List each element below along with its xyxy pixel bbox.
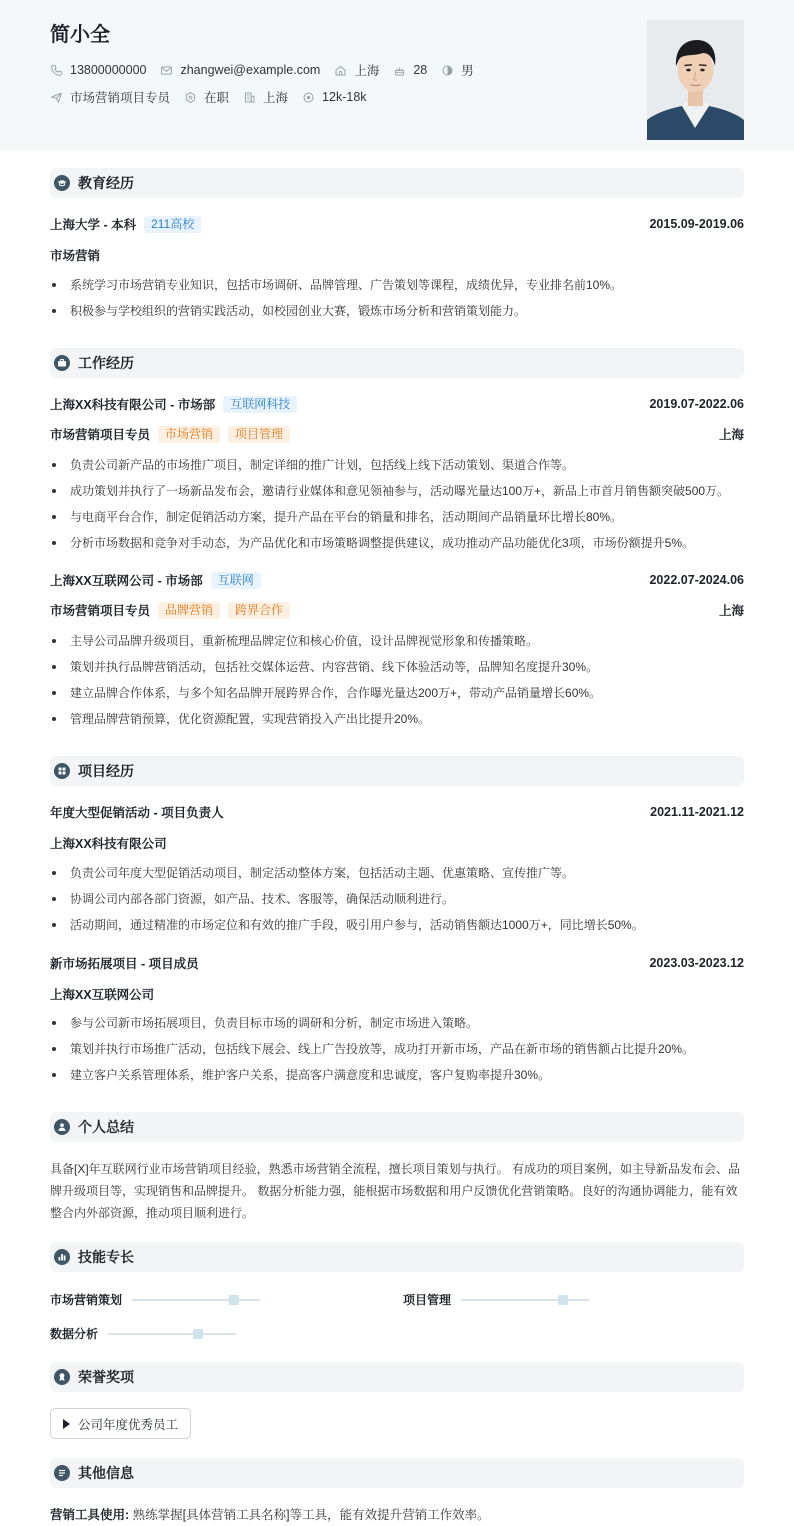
list-item: 分析市场数据和竞争对手动态，为产品优化和市场策略调整提供建议，成功推动产品功能优化3项，市场份额提升5%。 <box>50 534 744 560</box>
target-city-item <box>243 88 288 106</box>
section-work <box>50 348 744 378</box>
list-item: 协调公司内部各部门资源，如产品、技术、客服等，确保活动顺利进行。 <box>50 890 744 916</box>
list-item: 策划并执行市场推广活动，包括线下展会、线上广告投放等，成功打开新市场，产品在新市场的销售额占比提升20%。 <box>50 1040 744 1066</box>
skill-item <box>403 1291 589 1308</box>
list-item: 参与公司新市场拓展项目，负责目标市场的调研和分析，制定市场进入策略。 <box>50 1014 744 1040</box>
skill-level-knob <box>229 1295 239 1305</box>
briefcase-icon <box>54 355 70 371</box>
section-title: 项目经历 <box>78 763 134 779</box>
project-period: 2021.11-2021.12 <box>650 805 744 819</box>
gender-icon <box>441 64 454 77</box>
age-item <box>393 63 427 77</box>
job-item <box>50 88 170 106</box>
award-label: 公司年度优秀员工 <box>78 1417 179 1432</box>
list-item: 策划并执行品牌营销活动，包括社交媒体运营、内容营销、线下体验活动等，品牌知名度提升30%。 <box>50 658 744 684</box>
job-row <box>50 88 381 106</box>
skill-tag: 市场营销 <box>158 426 220 443</box>
school-tag: 211高校 <box>144 216 201 233</box>
list-item: 活动期间，通过精准的市场定位和有效的推广手段，吸引用户参与，活动销售额达1000万+，同比增长50%。 <box>50 916 744 942</box>
work-bullets-1 <box>50 632 744 736</box>
school-name: 上海大学 - 本科 <box>50 218 137 232</box>
industry-tag: 互联网 <box>211 572 261 589</box>
section-title: 工作经历 <box>78 355 134 371</box>
skill-name: 市场营销策划 <box>50 1293 123 1307</box>
project-title: 年度大型促销活动 - 项目负责人 <box>50 806 224 820</box>
company-name: 上海XX科技有限公司 - 市场部 <box>50 398 216 412</box>
project-bullets-1 <box>50 1014 744 1092</box>
list-item: 管理品牌营销预算，优化资源配置，实现营销投入产出比提升20%。 <box>50 710 744 736</box>
award-toggle[interactable] <box>50 1408 191 1439</box>
work-period: 2019.07-2022.06 <box>649 397 744 411</box>
phone-text: 13800000000 <box>70 63 147 77</box>
section-title: 教育经历 <box>78 175 134 191</box>
skill-level-bar <box>132 1299 260 1301</box>
graduation-cap-icon <box>54 175 70 191</box>
target-city-text: 上海 <box>263 91 289 105</box>
resume-header <box>0 0 794 150</box>
status-text: 在职 <box>204 91 230 105</box>
other-text: 熟练掌握[具体营销工具名称]等工具，能有效提升营销工作效率。 <box>132 1508 490 1522</box>
company-name: 上海XX互联网公司 - 市场部 <box>50 574 203 588</box>
skill-item <box>50 1325 236 1342</box>
list-item: 建立客户关系管理体系，维护客户关系，提高客户满意度和忠诚度，客户复购率提升30%。 <box>50 1066 744 1092</box>
project-header-0 <box>50 803 744 821</box>
city-text: 上海 <box>354 64 380 78</box>
work-role-row-1 <box>50 601 744 619</box>
grid-icon <box>54 763 70 779</box>
project-period: 2023.03-2023.12 <box>649 956 744 970</box>
candidate-name: 简小全 <box>50 24 110 46</box>
project-company-row-0 <box>50 834 744 852</box>
skill-tag: 品牌营销 <box>158 602 220 619</box>
education-major-row <box>50 246 744 264</box>
status-icon <box>184 91 197 104</box>
section-education <box>50 168 744 198</box>
status-item <box>184 88 229 106</box>
project-company: 上海XX互联网公司 <box>50 988 155 1002</box>
section-title: 其他信息 <box>78 1465 134 1481</box>
award-icon <box>54 1369 70 1385</box>
contact-row <box>50 61 488 79</box>
major: 市场营销 <box>50 249 101 263</box>
list-item: 与电商平台合作，制定促销活动方案，提升产品在平台的销量和排名，活动期间产品销量环比增长80%。 <box>50 508 744 534</box>
bar-chart-icon <box>54 1249 70 1265</box>
skill-item <box>50 1291 260 1308</box>
salary-text: 12k-18k <box>322 90 367 104</box>
role-name: 市场营销项目专员 <box>50 428 151 442</box>
work-header-0 <box>50 395 744 413</box>
work-header-1 <box>50 571 744 589</box>
section-summary <box>50 1112 744 1142</box>
project-company: 上海XX科技有限公司 <box>50 837 167 851</box>
gender-text: 男 <box>461 64 474 78</box>
summary-text: 具备[X]年互联网行业市场营销项目经验，熟悉市场营销全流程，擅长项目策划与执行。 有成功的项目案例，如主导新品发布会、品牌升级项目等，实现销售和品牌提升。 数据分析能力强，能根据市场数据和用户反馈优化营销策略。良好的沟通协调能力，能有效整合内外部资源，推动项目顺利进行。 <box>50 1162 741 1220</box>
work-location: 上海 <box>718 604 744 618</box>
building-icon <box>243 91 256 104</box>
project-bullets-0 <box>50 864 744 942</box>
project-header-1 <box>50 954 744 972</box>
profile-photo <box>647 20 744 140</box>
play-triangle-icon <box>63 1419 70 1429</box>
education-header <box>50 215 744 233</box>
section-title: 荣誉奖项 <box>78 1369 134 1385</box>
project-company-row-1 <box>50 985 744 1003</box>
more-icon <box>54 1465 70 1481</box>
work-period: 2022.07-2024.06 <box>649 573 744 587</box>
skill-level-bar <box>461 1299 589 1301</box>
other-label: 营销工具使用: <box>50 1508 130 1522</box>
list-item: 成功策划并执行了一场新品发布会，邀请行业媒体和意见领袖参与，活动曝光量达100万+，新品上市首月销售额突破500万。 <box>50 482 744 508</box>
list-item: 负责公司年度大型促销活动项目，制定活动整体方案，包括活动主题、优惠策略、宣传推广等。 <box>50 864 744 890</box>
industry-tag: 互联网科技 <box>223 396 297 413</box>
user-icon <box>54 1119 70 1135</box>
section-title: 个人总结 <box>78 1119 134 1135</box>
list-item: 主导公司品牌升级项目，重新梳理品牌定位和核心价值，设计品牌视觉形象和传播策略。 <box>50 632 744 658</box>
work-role-row-0 <box>50 425 744 443</box>
cake-icon <box>393 64 406 77</box>
home-icon <box>334 64 347 77</box>
education-bullets <box>50 276 744 328</box>
mail-icon <box>160 64 173 77</box>
list-item: 建立品牌合作体系，与多个知名品牌开展跨界合作，合作曝光量达200万+，带动产品销量增长60%。 <box>50 684 744 710</box>
phone-icon <box>50 64 63 77</box>
list-item: 负责公司新产品的市场推广项目，制定详细的推广计划，包括线上线下活动策划、渠道合作等。 <box>50 456 744 482</box>
salary-item <box>302 90 366 104</box>
email-text: zhangwei@example.com <box>180 63 321 77</box>
project-title: 新市场拓展项目 - 项目成员 <box>50 957 199 971</box>
list-item: 系统学习市场营销专业知识，包括市场调研、品牌管理、广告策划等课程，成绩优异，专业排名前10%。 <box>50 276 744 302</box>
skill-level-knob <box>558 1295 568 1305</box>
role-name: 市场营销项目专员 <box>50 604 151 618</box>
section-projects <box>50 756 744 786</box>
work-location: 上海 <box>718 428 744 442</box>
gender-item <box>441 61 474 79</box>
section-title: 技能专长 <box>78 1249 134 1265</box>
city-item <box>334 61 379 79</box>
email-item <box>160 63 320 77</box>
phone-item <box>50 63 146 77</box>
work-bullets-0 <box>50 456 744 560</box>
skill-name: 数据分析 <box>50 1327 99 1341</box>
list-item: 积极参与学校组织的营销实践活动，如校园创业大赛，锻炼市场分析和营销策划能力。 <box>50 302 744 328</box>
section-awards <box>50 1362 744 1392</box>
skill-name: 项目管理 <box>403 1293 452 1307</box>
other-info <box>50 1505 490 1523</box>
skill-tag: 跨界合作 <box>228 602 290 619</box>
send-icon <box>50 91 63 104</box>
skill-level-bar <box>108 1333 236 1335</box>
job-text: 市场营销项目专员 <box>70 91 171 105</box>
skill-level-knob <box>193 1329 203 1339</box>
coin-icon <box>302 91 315 104</box>
section-skills <box>50 1242 744 1272</box>
age-text: 28 <box>413 63 428 77</box>
skill-tag: 项目管理 <box>228 426 290 443</box>
section-other <box>50 1458 744 1488</box>
education-period: 2015.09-2019.06 <box>649 217 744 231</box>
